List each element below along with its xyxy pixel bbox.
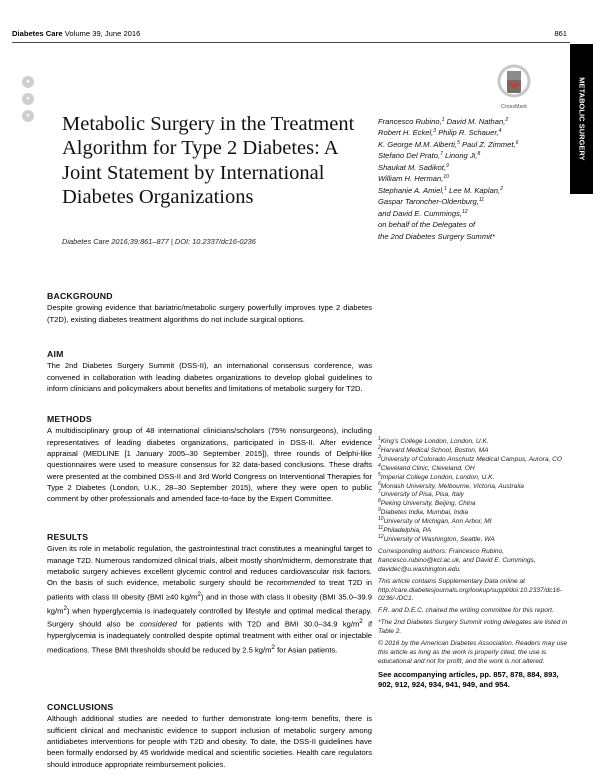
affiliation-number: 9 <box>378 507 381 514</box>
affiliation-number: 7 <box>378 489 381 496</box>
affiliation-text: University of Colorado Anschutz Medical Campus, Aurora, CO <box>380 455 563 463</box>
affiliation-item <box>378 438 568 447</box>
author-affiliation-ref: 1 <box>441 117 445 123</box>
affiliation-number: 6 <box>378 480 381 487</box>
author-name: William H. Herman, <box>378 174 444 184</box>
author-name: K. George M.M. Alberti, <box>378 139 458 149</box>
affiliation-text: Peking University, Beijing, China <box>380 500 476 508</box>
tool-icon[interactable]: ● <box>22 76 34 88</box>
tool-icon[interactable]: ● <box>22 93 34 105</box>
crossmark-label: CrossMark <box>500 104 528 110</box>
author-affiliation-ref: 5 <box>457 139 460 146</box>
affiliation-number: 10 <box>378 516 384 523</box>
section-heading: RESULTS <box>47 532 89 542</box>
affiliation-item <box>378 500 568 509</box>
affiliation-item <box>378 491 568 500</box>
author-line <box>378 127 568 138</box>
affiliation-item <box>378 471 568 483</box>
affiliation-number: 3 <box>378 453 381 460</box>
volume-date: Volume 39, June 2016 <box>64 29 141 38</box>
author-line <box>378 139 568 150</box>
affiliation-text: University of Pisa, Pisa, Italy <box>380 491 464 499</box>
methods-section <box>47 414 372 505</box>
author-name: Gaspar Taroncher-Oldenburg, <box>378 197 479 207</box>
article-title: Metabolic Surgery in the Treatment Algorithm for Type 2 Diabetes: A Joint Statement by International Diabetes Organizations <box>62 113 355 209</box>
methods-text: A multidisciplinary group of 48 international clinicians/scholars (75% nonsurgeons), including representatives of leading diabetes organizations, participated in DSS-II. After evidence appraisal (MEDLINE [1 January 2005–30 September 2015]), three rounds of Delphi-like questionnaires were used to measure consensus for 32 data-based conclusions. These drafts were presented at the combined DSS-II and 3rd World Congress on Interventional Therapies for Type 2 Diabetes (London, U.K., 28–30 September 2015), where they were open to public comment by other professionals and amended face-to-face by the Expert Committee. <box>47 426 372 504</box>
author-affiliation-ref: 7 <box>440 151 443 158</box>
affiliation-number: 4 <box>378 462 381 469</box>
affiliation-item <box>378 444 568 456</box>
affiliation-text: Cleveland Clinic, Cleveland, OH <box>380 464 475 472</box>
supplementary-note: This article contains Supplementary Data online at http://care.diabetesjournals.org/lookup/suppl/doi:10.2337/dc16-0236/-/DC1. <box>378 577 563 603</box>
author-name: David M. Nathan, <box>446 117 506 126</box>
background-text: Despite growing evidence that bariatric/metabolic surgery powerfully improves type 2 diabetes (T2D), existing diabetes treatment algorithms do not include surgical options. <box>47 303 372 324</box>
see-also-note: See accompanying articles, pp. 857, 878, 884, 893, 902, 912, 924, 934, 941, 949, and 954. <box>378 669 559 689</box>
author-name: Stefano Del Prato, <box>378 151 441 161</box>
author-name: Francesco Rubino, <box>378 117 442 126</box>
background-section <box>47 291 372 325</box>
affiliation-text: King's College London, London, U.K. <box>380 438 489 445</box>
author-line <box>378 173 568 184</box>
affiliation-list <box>378 438 568 545</box>
affiliation-text: Imperial College London, London, U.K. <box>380 473 495 481</box>
author-affiliation-ref: 2 <box>500 185 503 192</box>
affiliation-text: University of Washington, Seattle, WA <box>383 535 495 543</box>
author-line <box>378 196 568 207</box>
section-side-tab <box>570 44 593 194</box>
author-name: Robert H. Eckel, <box>378 128 434 138</box>
conclusions-text: Although additional studies are needed to further demonstrate long-term benefits, there is sufficient clinical and mechanistic evidence to support inclusion of metabolic surgery among antidiabetes interventions for people with T2D and obesity. To date, the DSS-II guidelines have been formally endorsed by 45 worldwide medical and scientific societies. Health care regulators should introduce appropriate reimbursement policies. <box>47 714 372 769</box>
journal-name: Diabetes Care <box>12 29 63 38</box>
crossmark-badge[interactable] <box>494 64 534 110</box>
author-name: Stephanie A. Amiel, <box>378 185 445 195</box>
affiliation-item <box>378 533 568 545</box>
crossmark-icon <box>497 64 531 98</box>
author-name: Paul Z. Zimmet, <box>461 139 516 149</box>
author-line <box>378 162 568 173</box>
author-name: and David E. Cummings, <box>378 208 462 218</box>
affiliation-text: Harvard Medical School, Boston, MA <box>380 446 489 454</box>
author-group-line: on behalf of the Delegates of <box>378 220 476 230</box>
aim-text: The 2nd Diabetes Surgery Summit (DSS-II), an international consensus conference, was convened in collaboration with leading diabetes organizations to develop global guidelines to inform clinicians and policymakers about benefits and limitations of metabolic surgery for T2D. <box>47 361 372 394</box>
affiliations-column <box>378 438 568 693</box>
author-affiliation-ref: 12 <box>462 208 468 215</box>
author-line <box>378 185 568 196</box>
corresponding-note: Corresponding authors: Francesco Rubino, francesco.rubino@kcl.ac.uk, and David E. Cummings, davidec@u.washington.edu. <box>378 547 536 573</box>
author-affiliation-ref: 4 <box>498 128 502 135</box>
author-line <box>378 208 568 219</box>
section-heading: BACKGROUND <box>47 291 113 301</box>
tool-icon[interactable]: ● <box>22 110 34 122</box>
affiliation-number: 1 <box>378 436 381 442</box>
author-line <box>378 150 568 161</box>
section-heading: CONCLUSIONS <box>47 702 114 712</box>
chairs-note: F.R. and D.E.C. chaired the writing committee for this report. <box>378 607 554 615</box>
affiliation-text: Diabetes India, Mumbai, India <box>380 509 469 517</box>
author-affiliation-ref: 11 <box>478 197 485 204</box>
affiliation-text: Philadelphia, PA <box>383 527 432 535</box>
author-affiliation-ref: 1 <box>444 185 447 192</box>
section-heading: METHODS <box>47 414 92 424</box>
affiliation-number: 12 <box>378 533 384 540</box>
side-tab-label: METABOLIC SURGERY <box>577 77 586 161</box>
author-affiliation-ref: 10 <box>443 174 449 181</box>
conclusions-section <box>47 702 372 770</box>
header-rule <box>12 42 570 43</box>
affiliation-number: 11 <box>378 525 384 532</box>
author-affiliation-ref: 3 <box>433 128 437 135</box>
affiliation-number: 5 <box>378 471 381 478</box>
author-affiliation-ref: 9 <box>445 162 449 169</box>
section-heading: AIM <box>47 349 64 359</box>
article-tools <box>22 76 34 127</box>
author-affiliation-ref: 6 <box>515 139 519 146</box>
author-line <box>378 116 568 127</box>
author-group-line: the 2nd Diabetes Surgery Summit* <box>378 231 495 241</box>
author-affiliation-ref: 8 <box>477 151 481 158</box>
affiliation-item <box>378 518 568 527</box>
affiliation-text: Monash University, Melbourne, Victoria, Australia <box>380 482 524 490</box>
results-section <box>47 532 372 656</box>
author-name: Lee M. Kaplan, <box>449 185 501 195</box>
affiliation-item <box>378 462 568 474</box>
summit-note: *The 2nd Diabetes Surgery Summit voting delegates are listed in Table 2. <box>378 619 568 636</box>
article-citation: Diabetes Care 2016;39:861–877 | DOI: 10.2337/dc16-0236 <box>62 237 256 246</box>
affiliation-item <box>378 527 568 536</box>
affiliation-text: University of Michigan, Ann Arbor, MI <box>383 518 492 526</box>
author-name: Shaukat M. Sadikot, <box>378 162 446 172</box>
affiliation-item <box>378 453 568 465</box>
author-list <box>378 116 568 242</box>
results-text: Given its role in metabolic regulation, the gastrointestinal tract constitutes a meaningful target to manage T2D. Numerous randomized clinical trials, albeit mostly short/midterm, demonstrate that metabolic surgery achieves excellent glycemic control and reduces cardiovascular risk factors. On the basis of such evidence, metabolic surgery should be recommended to treat T2D in patients with class III obesity (BMI ≥40 $kg/m^2$) and in those with class II obesity (BMI 35.0–39.9 $kg/m^2$) when hyperglycemia is inadequately controlled by lifestyle and optimal medical therapy. Surgery should also be considered for patients with T2D and BMI 30.0–34.9 $kg/m^2$ if hyperglycemia is inadequately controlled despite optimal treatment with either oral or injectable medications. These BMI thresholds should be reduced by 2.5 $kg/m^2$ for Asian patients. <box>47 544 372 655</box>
copyright-note: © 2016 by the American Diabetes Association. Readers may use this article as long as the work is properly cited, the use is educational and not for profit, and the work is not altered. <box>378 640 568 665</box>
affiliation-item <box>378 509 568 518</box>
affiliation-number: 2 <box>378 444 381 451</box>
author-affiliation-ref: 2 <box>505 117 509 123</box>
page-number: 861 <box>554 29 567 38</box>
author-name: Philip R. Schauer, <box>438 128 499 138</box>
aim-section <box>47 349 372 394</box>
running-header <box>12 29 140 38</box>
author-name: Linong Ji, <box>444 151 478 161</box>
affiliation-number: 8 <box>378 498 381 505</box>
